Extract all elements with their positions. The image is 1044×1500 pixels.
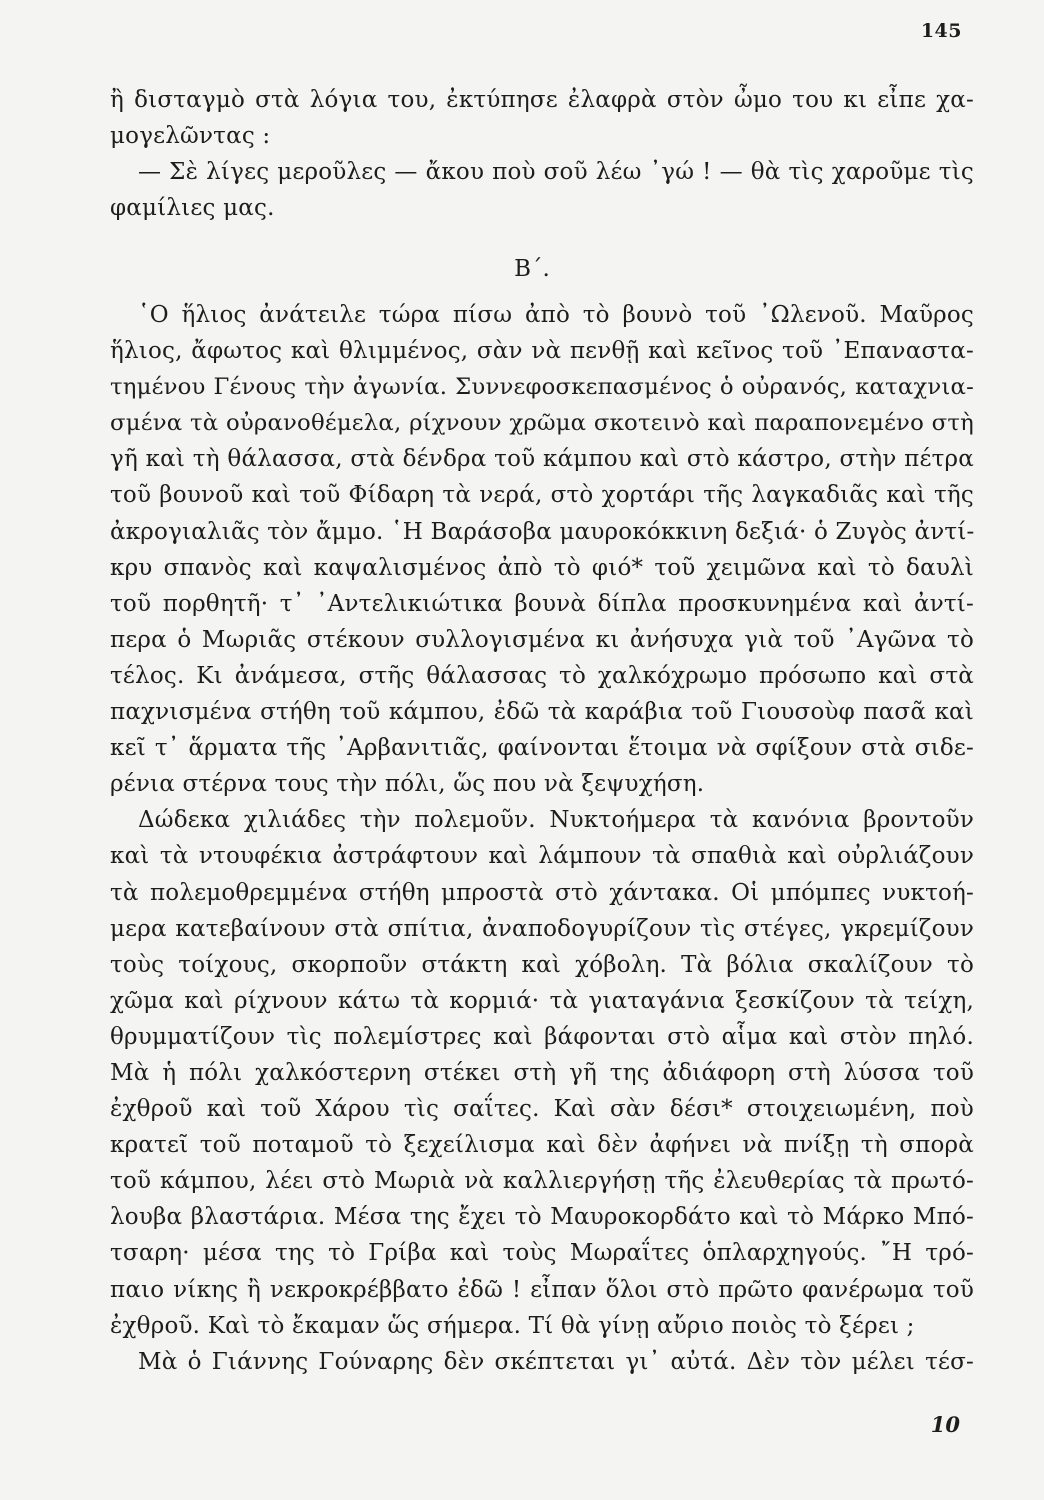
text-line: θρυμματίζουν τὶς πολεμίστρες καὶ βάφονται στὸ αἷμα καὶ στὸν πηλό. bbox=[110, 1023, 974, 1050]
text-line: ρένια στέρνα τους τὴν πόλι, ὥς που νὰ ξεψυχήση. bbox=[110, 771, 705, 798]
text-line: λουβα βλαστάρια. Μέσα της ἔχει τὸ Μαυροκορδάτο καὶ τὸ Μάρκο Μπό- bbox=[110, 1204, 974, 1231]
section-body bbox=[110, 297, 974, 1380]
text-line: παχνισμένα στήθη τοῦ κάμπου, ἐδῶ τὰ καράβια τοῦ Γιουσοὺφ πασᾶ καὶ bbox=[110, 699, 974, 726]
text-line: τὰ πολεμοθρεμμένα στήθη μπροστὰ στὸ χάντακα. Οἱ μπόμπες νυκτοή- bbox=[110, 879, 974, 906]
text-line: σμένα τὰ οὐρανοθέμελα, ρίχνουν χρῶμα σκοτεινὸ καὶ παραπονεμένο στὴ bbox=[110, 410, 974, 437]
text-line: κρατεῖ τοῦ ποταμοῦ τὸ ξεχείλισμα καὶ δὲν ἀφήνει νὰ πνίξῃ τὴ σπορὰ bbox=[110, 1132, 974, 1159]
text-line: Μὰ ὁ Γιάννης Γούναρης δὲν σκέπτεται γι᾽ αὐτά. Δὲν τὸν μέλει τέσ- bbox=[138, 1348, 974, 1375]
text-line: καὶ τὰ ντουφέκια ἀστράφτουν καὶ λάμπουν τὰ σπαθιὰ καὶ οὐρλιάζουν bbox=[110, 843, 974, 870]
section-heading: Β΄. bbox=[514, 256, 550, 282]
text-line: ἢ δισταγμὸ στὰ λόγια του, ἐκτύπησε ἐλαφρὰ στὸν ὦμο του κι εἶπε χα- bbox=[110, 87, 974, 113]
text-line: μερα κατεβαίνουν στὰ σπίτια, ἀναποδογυρίζουν τὶς στέγες, γκρεμίζουν bbox=[110, 915, 974, 942]
text-line: μογελῶντας : bbox=[110, 123, 271, 150]
text-line: ῾Ο ἥλιος ἀνάτειλε τώρα πίσω ἀπὸ τὸ βουνὸ τοῦ ᾽Ωλενοῦ. Μαῦρος bbox=[138, 302, 974, 328]
text-line: τέλος. Κι ἀνάμεσα, στῆς θάλασσας τὸ χαλκόχρωμο πρόσωπο καὶ στὰ bbox=[110, 662, 974, 689]
text-line: ἥλιος, ἄφωτος καὶ θλιμμένος, σὰν νὰ πενθῇ καὶ κεῖνος τοῦ ᾽Επαναστα- bbox=[110, 338, 974, 365]
text-line: περα ὁ Μωριᾶς στέκουν συλλογισμένα κι ἀνήσυχα γιὰ τοῦ ᾽Αγῶνα τὸ bbox=[110, 626, 974, 653]
opening-paragraph bbox=[110, 82, 974, 226]
text-line: κεῖ τ᾽ ἅρματα τῆς ᾽Αρβανιτιᾶς, φαίνονται ἕτοιμα νὰ σφίξουν στὰ σιδε- bbox=[110, 735, 974, 762]
text-line: φαμίλιες μας. bbox=[110, 195, 275, 222]
text-line: γῆ καὶ τὴ θάλασσα, στὰ δένδρα τοῦ κάμπου καὶ στὸ κάστρο, στὴν πέτρα bbox=[110, 446, 974, 473]
text-line: χῶμα καὶ ρίχνουν κάτω τὰ κορμιά· τὰ γιαταγάνια ξεσκίζουν τὰ τείχη, bbox=[110, 987, 974, 1014]
text-line: ἀκρογιαλιᾶς τὸν ἄμμο. ῾Η Βαράσοβα μαυροκόκκινη δεξιά· ὁ Ζυγὸς ἀντί- bbox=[110, 518, 975, 545]
text-line: — Σὲ λίγες μεροῦλες — ἄκου ποὺ σοῦ λέω ᾽γώ ! — θὰ τὶς χαροῦμε τὶς bbox=[138, 159, 974, 186]
text-line: ἐχθροῦ. Καὶ τὸ ἔκαμαν ὥς σήμερα. Τί θὰ γίνῃ αὔριο ποιὸς τὸ ξέρει ; bbox=[110, 1312, 915, 1339]
text-line: Μὰ ἡ πόλι χαλκόστερνη στέκει στὴ γῆ της ἀδιάφορη στὴ λύσσα τοῦ bbox=[110, 1059, 974, 1086]
signature-mark: 10 bbox=[930, 1412, 960, 1437]
text-line: Δώδεκα χιλιάδες τὴν πολεμοῦν. Νυκτοήμερα τὰ κανόνια βροντοῦν bbox=[138, 807, 974, 834]
text-line: ἐχθροῦ καὶ τοῦ Χάρου τὶς σαΐτες. Καὶ σὰν δέσι* στοιχειωμένη, ποὺ bbox=[110, 1096, 974, 1123]
text-line: κρυ σπανὸς καὶ καψαλισμένος ἀπὸ τὸ φιό* τοῦ χειμῶνα καὶ τὸ δαυλὶ bbox=[110, 554, 974, 581]
text-line: τοὺς τοίχους, σκορποῦν στάκτη καὶ χόβολη. Τὰ βόλια σκαλίζουν τὸ bbox=[110, 951, 974, 978]
text-line: τοῦ βουνοῦ καὶ τοῦ Φίδαρη τὰ νερά, στὸ χορτάρι τῆς λαγκαδιᾶς καὶ τῆς bbox=[110, 482, 974, 509]
text-line: παιο νίκης ἢ νεκροκρέββατο ἐδῶ ! εἶπαν ὅλοι στὸ πρῶτο φανέρωμα τοῦ bbox=[110, 1276, 974, 1303]
text-line: τοῦ κάμπου, λέει στὸ Μωριὰ νὰ καλλιεργήσῃ τῆς ἐλευθερίας τὰ πρωτό- bbox=[110, 1168, 974, 1195]
text-line: τοῦ πορθητῆ· τ᾽ ᾽Αντελικιώτικα βουνὰ δίπλα προσκυνημένα καὶ ἀντί- bbox=[110, 590, 974, 617]
page-number: 145 bbox=[920, 20, 962, 42]
text-line: τσαρη· μέσα της τὸ Γρίβα καὶ τοὺς Μωραΐτες ὁπλαρχηγούς. ῎Η τρό- bbox=[110, 1240, 974, 1267]
text-line: τημένου Γένους τὴν ἀγωνία. Συννεφοσκεπασμένος ὁ οὐρανός, καταχνια- bbox=[110, 374, 974, 401]
